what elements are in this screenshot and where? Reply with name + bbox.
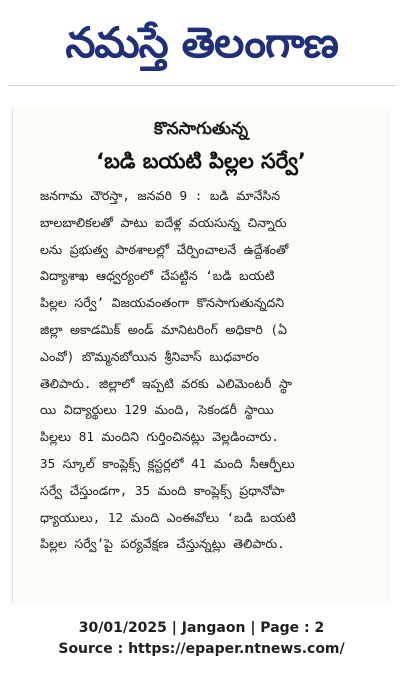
masthead-title: నమస్తే తెలంగాణ <box>65 18 338 67</box>
article-kicker: కొనసాగుతున్న <box>153 119 249 139</box>
footer-source: Source : https://epaper.ntnews.com/ <box>58 641 345 657</box>
clipping-footer <box>0 618 403 660</box>
clipping-edge <box>12 108 13 603</box>
article-body: జనగామ చౌరస్తా, జనవరి 9 : బడి మానేసిన బాలబాలికలతో పాటు ఐదేళ్ల వయసున్న చిన్నారు లను ప్రభుత్వ పాఠశాలల్లో చేర్పించాలనే ఉద్దేశంతో విద్యాశాఖ ఆధ్వర్యంలో చేపట్టిన ‘బడి బయటి పిల్లల సర్వే’ విజయవంతంగా కొనసాగుతున్నదని జిల్లా అకాడమిక్ అండ్ మానిటరింగ్ అధికారి (ఏ ఎంవో) బొమ్మనబోయిన శ్రీనివాస్ బుధవారం తెలిపారు. జిల్లాలో ఇప్పటి వరకు ఎలిమెంటరీ స్థా యి విద్యార్థులు 129 మంది, సెకండరీ స్థాయి పిల్లలు 81 మందిని గుర్తించినట్లు వెల్లడించారు. 35 స్కూల్ కాంప్లెక్స్ క్లస్టర్లలో 41 మంది సీఆర్పీలు సర్వే చేస్తుండగా, 35 మంది కాంప్లెక్స్ ప్రధానోపా ధ్యాయులు, 12 మంది ఎంఈవోలు ‘బడి బయటి పిల్లల సర్వే’పై పర్యవేక్షణ చేస్తున్నట్లు తెలిపారు. <box>40 188 296 552</box>
newspaper-masthead <box>0 0 403 86</box>
footer-date-edition: 30/01/2025 | Jangaon | Page : 2 <box>78 620 325 636</box>
masthead-divider <box>8 85 396 86</box>
article-headline: ‘బడి బయటి పిల్లల సర్వే’ <box>96 149 306 173</box>
